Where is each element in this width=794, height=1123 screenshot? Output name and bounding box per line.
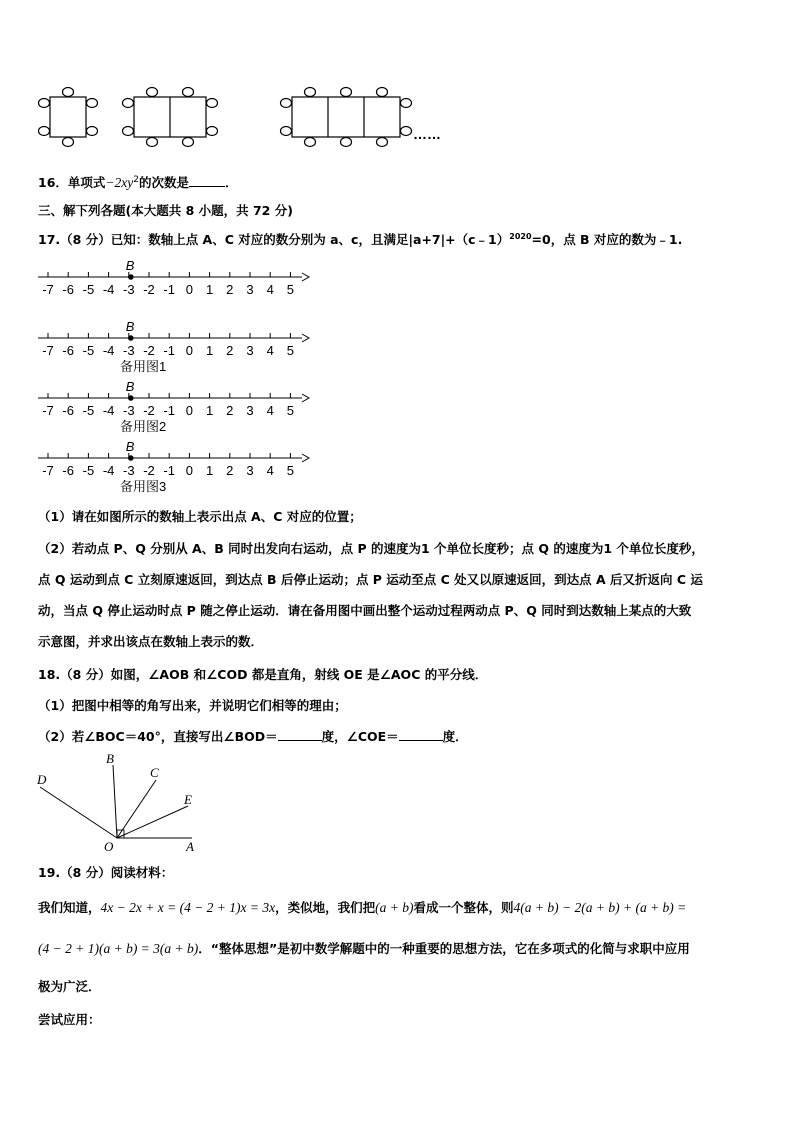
tick-label: -1 [163,463,175,478]
q19-line4: 尝试应用： [38,1012,101,1027]
label-D: D [37,772,47,787]
tick-label: -2 [143,343,155,358]
tick-label: 3 [246,403,254,418]
spare-figure-caption: 备用图1 [120,359,167,374]
tick-label: -1 [163,343,175,358]
tick-label: 3 [246,463,254,478]
q17-part1: （1）请在如图所示的数轴上表示出点 A、C 对应的位置； [38,509,362,524]
tick-label: -1 [163,403,175,418]
tick-label: -4 [102,403,115,418]
tick-label: -5 [82,282,95,297]
q17-part2-line2: 点 Q 运动到点 C 立刻原速返回，到达点 B 后停止运动；点 P 运动至点 C 处又以原速返回，到达点 A 后又折返向 C 运 [38,572,703,587]
tick-label: 4 [266,282,274,297]
tick-label: -5 [82,463,95,478]
tick-label: -1 [163,282,175,297]
q18-part2: （2）若∠BOC＝40°，直接写出∠BOD＝ 度，∠COE＝ 度． [38,729,468,744]
tick-label: -6 [62,282,74,297]
tick-label: -6 [62,343,74,358]
tick-label: 0 [185,403,194,418]
tick-label: -3 [123,343,135,358]
tick-label: -7 [42,282,54,297]
tick-label: -4 [102,343,115,358]
tick-label: -5 [82,403,95,418]
spare-figure-caption: 备用图2 [120,419,167,434]
tick-label: 1 [205,403,214,418]
label-A: A [186,839,194,854]
point-B-label: B [125,439,135,454]
tick-label: -4 [102,463,115,478]
q19-line1: 我们知道，4x − 2x + x = (4 − 2 + 1)x = 3x，类似地，我们把(a + b)看成一个整体，则4(a + b) − 2(a + b) + (a + b) = [38,900,687,915]
question-17-stem: 17.（8 分）已知：数轴上点 A、C 对应的数分别为 a、c，且满足|a+7|+（c﹣1）$^{2020}$=0，点 B 对应的数为﹣1. [38,232,683,248]
tick-label: -2 [143,403,155,418]
q17-part2-line3: 动，当点 Q 停止运动时点 P 随之停止运动．请在备用图中画出整个运动过程两动点 P、Q 同时到达数轴上某点的大致 [38,603,692,618]
tick-label: 4 [266,343,274,358]
tick-label: 3 [246,343,254,358]
tick-label: 0 [185,282,194,297]
tick-label: -7 [42,463,54,478]
tick-label: 5 [286,403,295,418]
label-E: E [184,792,192,807]
tick-label: 2 [226,403,234,418]
point-B-label: B [125,258,135,273]
tick-label: -3 [123,282,135,297]
label-C: C [150,765,159,780]
tick-label: 3 [246,282,254,297]
ray-OB [113,765,117,838]
tick-label: -7 [42,403,54,418]
tick-label: 2 [226,463,234,478]
tick-label: 5 [286,343,295,358]
tick-label: 2 [226,343,234,358]
tick-label: 2 [226,282,234,297]
tick-label: -2 [143,463,155,478]
tick-label: 1 [205,343,214,358]
label-O: O [104,839,114,854]
tick-label: -7 [42,343,54,358]
tick-label: -4 [102,282,115,297]
question-16: 16．单项式$-2xy^2$的次数是 ． [38,175,238,191]
tick-label: 0 [185,463,194,478]
tick-label: 5 [286,282,295,297]
tick-label: 1 [205,463,214,478]
tick-label: 0 [185,343,194,358]
q17-part2-line1: （2）若动点 P、Q 分别从 A、B 同时出发向右运动，点 P 的速度为1 个单位长度秒；点 Q 的速度为1 个单位长度秒， [38,541,704,556]
tick-label: 4 [266,403,274,418]
q18-part1: （1）把图中相等的角写出来，并说明它们相等的理由； [38,698,347,713]
q19-line2: (4 − 2 + 1)(a + b) = 3(a + b)．“整体思想”是初中数学解题中的一种重要的思想方法，它在多项式的化简与求职中应用 [38,941,690,956]
ellipsis: …… [413,126,441,142]
point-B-label: B [125,379,135,394]
question-19-stem: 19.（8 分）阅读材料： [38,865,174,880]
tick-label: 1 [205,282,214,297]
tick-label: -6 [62,463,74,478]
tick-label: -5 [82,343,95,358]
spare-figure-caption: 备用图3 [120,479,167,494]
tick-label: -3 [123,403,135,418]
tick-label: -2 [143,282,155,297]
tick-label: 5 [286,463,295,478]
tick-label: 4 [266,463,274,478]
point-B-label: B [125,319,135,334]
tick-label: -6 [62,403,74,418]
question-18-stem: 18.（8 分）如图，∠AOB 和∠COD 都是直角，射线 OE 是∠AOC 的平分线． [38,667,488,682]
ray-OD [40,787,117,838]
section-3-heading: 三、解下列各题(本大题共 8 小题，共 72 分) [38,203,293,218]
q17-part2-line4: 示意图，并求出该点在数轴上表示的数． [38,634,264,649]
q19-line3: 极为广泛． [38,979,101,994]
label-B: B [106,751,114,766]
tick-label: -3 [123,463,135,478]
